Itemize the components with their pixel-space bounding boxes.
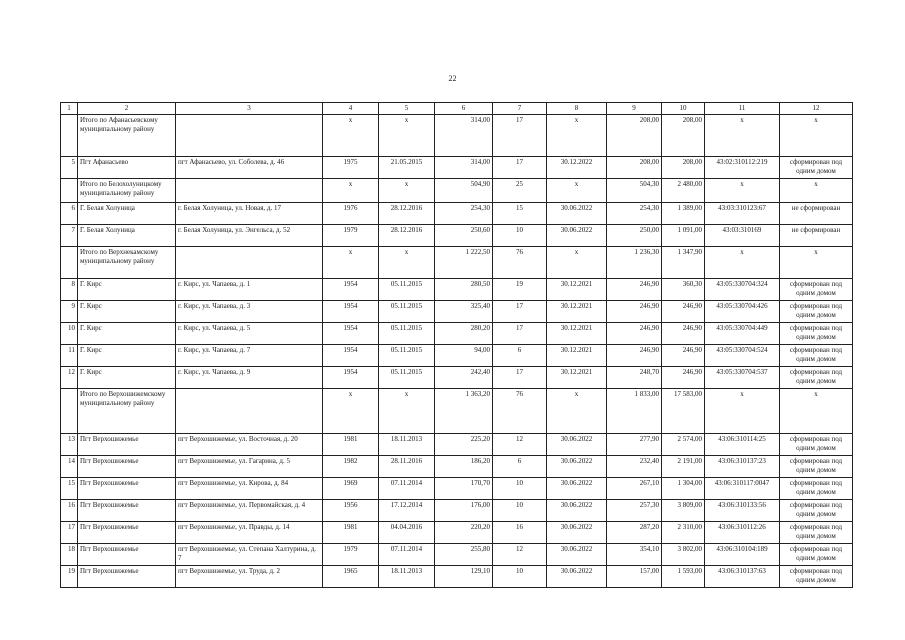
cell-col-4: x bbox=[323, 115, 379, 157]
cell-col-6: 1 363,20 bbox=[435, 389, 493, 434]
cell-col-8: 30.12.2021 bbox=[547, 345, 607, 367]
cell-col-7: 10 bbox=[493, 225, 547, 247]
cell-col-12: x bbox=[780, 115, 853, 157]
cell-col-11: 43:06:310133:56 bbox=[705, 500, 780, 522]
table-row bbox=[61, 345, 853, 367]
cell-col-8: 30.06.2022 bbox=[547, 456, 607, 478]
cell-col-8: 30.12.2021 bbox=[547, 323, 607, 345]
cell-col-3: г. Кирс, ул. Чапаева, д. 5 bbox=[176, 323, 323, 345]
district-total-row bbox=[61, 247, 853, 279]
cell-col-10: 246,90 bbox=[662, 323, 705, 345]
column-header: 1 bbox=[61, 103, 78, 115]
cell-col-6: 94,00 bbox=[435, 345, 493, 367]
cell-col-9: 248,70 bbox=[607, 367, 662, 389]
cell-col-6: 129,10 bbox=[435, 566, 493, 588]
cell-col-7: 16 bbox=[493, 522, 547, 544]
cell-col-6: 220,20 bbox=[435, 522, 493, 544]
cell-col-12: сформирован под одним домом bbox=[780, 367, 853, 389]
cell-col-3 bbox=[176, 179, 323, 203]
cell-col-10: 1 389,00 bbox=[662, 203, 705, 225]
cell-col-11: 43:02:310112:219 bbox=[705, 157, 780, 179]
cell-col-8: x bbox=[547, 247, 607, 279]
cell-col-9: 267,10 bbox=[607, 478, 662, 500]
cell-col-12: сформирован под одним домом bbox=[780, 157, 853, 179]
cell-col-7: 76 bbox=[493, 247, 547, 279]
cell-col-10: 1 091,00 bbox=[662, 225, 705, 247]
cell-col-12: сформирован под одним домом bbox=[780, 522, 853, 544]
cell-col-1: 13 bbox=[61, 434, 78, 456]
cell-col-7: 12 bbox=[493, 544, 547, 566]
cell-col-1: 14 bbox=[61, 456, 78, 478]
cell-col-4: 1965 bbox=[323, 566, 379, 588]
cell-col-12: не сформирован bbox=[780, 225, 853, 247]
column-header: 2 bbox=[78, 103, 176, 115]
cell-col-12: сформирован под одним домом bbox=[780, 434, 853, 456]
cell-col-2: Г. Белая Холуница bbox=[78, 225, 176, 247]
column-header: 6 bbox=[435, 103, 493, 115]
cell-col-1: 16 bbox=[61, 500, 78, 522]
cell-col-6: 170,70 bbox=[435, 478, 493, 500]
cell-col-7: 17 bbox=[493, 323, 547, 345]
column-header: 5 bbox=[379, 103, 435, 115]
table-row bbox=[61, 478, 853, 500]
cell-col-9: 208,00 bbox=[607, 115, 662, 157]
cell-col-5: 18.11.2013 bbox=[379, 566, 435, 588]
cell-col-9: 287,20 bbox=[607, 522, 662, 544]
cell-col-12: сформирован под одним домом bbox=[780, 345, 853, 367]
cell-col-12: сформирован под одним домом bbox=[780, 279, 853, 301]
cell-col-11: 43:03:310169 bbox=[705, 225, 780, 247]
cell-col-2: Г. Белая Холуница bbox=[78, 203, 176, 225]
cell-col-2: Итого по Белохолуницкому муниципальному району bbox=[78, 179, 176, 203]
cell-col-8: 30.06.2022 bbox=[547, 500, 607, 522]
cell-col-10: 360,30 bbox=[662, 279, 705, 301]
cell-col-4: 1954 bbox=[323, 323, 379, 345]
cell-col-6: 314,00 bbox=[435, 157, 493, 179]
cell-col-3: г. Белая Холуница, ул. Энгельса, д. 52 bbox=[176, 225, 323, 247]
cell-col-3 bbox=[176, 389, 323, 434]
cell-col-2: Г. Кирс bbox=[78, 345, 176, 367]
cell-col-10: 246,90 bbox=[662, 301, 705, 323]
cell-col-12: x bbox=[780, 389, 853, 434]
cell-col-5: 04.04.2016 bbox=[379, 522, 435, 544]
cell-col-8: 30.06.2022 bbox=[547, 478, 607, 500]
cell-col-7: 6 bbox=[493, 345, 547, 367]
cell-col-10: 1 304,00 bbox=[662, 478, 705, 500]
cell-col-1: 11 bbox=[61, 345, 78, 367]
cell-col-11: 43:06:310137:63 bbox=[705, 566, 780, 588]
cell-col-9: 354,10 bbox=[607, 544, 662, 566]
cell-col-11: x bbox=[705, 389, 780, 434]
cell-col-9: 246,90 bbox=[607, 323, 662, 345]
cell-col-7: 25 bbox=[493, 179, 547, 203]
cell-col-5: 07.11.2014 bbox=[379, 544, 435, 566]
cell-col-12: сформирован под одним домом bbox=[780, 456, 853, 478]
cell-col-8: 30.06.2022 bbox=[547, 225, 607, 247]
cell-col-5: x bbox=[379, 389, 435, 434]
cell-col-11: x bbox=[705, 179, 780, 203]
cell-col-3 bbox=[176, 115, 323, 157]
cell-col-3: г. Белая Холуница, ул. Новая, д. 17 bbox=[176, 203, 323, 225]
cell-col-5: x bbox=[379, 115, 435, 157]
cell-col-3: пгт Афанасьево, ул. Соболева, д. 46 bbox=[176, 157, 323, 179]
cell-col-5: 28.12.2016 bbox=[379, 225, 435, 247]
cell-col-11: 43:05:330704:537 bbox=[705, 367, 780, 389]
cell-col-5: 05.11.2015 bbox=[379, 367, 435, 389]
cell-col-4: 1982 bbox=[323, 456, 379, 478]
table-row bbox=[61, 434, 853, 456]
cell-col-7: 17 bbox=[493, 301, 547, 323]
cell-col-4: 1954 bbox=[323, 367, 379, 389]
cell-col-4: x bbox=[323, 179, 379, 203]
cell-col-9: 250,00 bbox=[607, 225, 662, 247]
cell-col-3: пгт Верхошижемье, ул. Первомайская, д. 4 bbox=[176, 500, 323, 522]
cell-col-2: Г. Кирс bbox=[78, 323, 176, 345]
cell-col-1: 18 bbox=[61, 544, 78, 566]
cell-col-11: 43:06:310117:0047 bbox=[705, 478, 780, 500]
cell-col-3 bbox=[176, 247, 323, 279]
cell-col-9: 257,30 bbox=[607, 500, 662, 522]
cell-col-7: 19 bbox=[493, 279, 547, 301]
cell-col-11: 43:05:330704:426 bbox=[705, 301, 780, 323]
cell-col-7: 17 bbox=[493, 157, 547, 179]
cell-col-8: 30.06.2022 bbox=[547, 566, 607, 588]
cell-col-4: 1954 bbox=[323, 345, 379, 367]
cell-col-10: 2 574,00 bbox=[662, 434, 705, 456]
cell-col-10: 2 310,00 bbox=[662, 522, 705, 544]
cell-col-11: x bbox=[705, 247, 780, 279]
cell-col-2: Пгт Верхошижемье bbox=[78, 544, 176, 566]
cell-col-2: Пгт Верхошижемье bbox=[78, 566, 176, 588]
cell-col-11: 43:06:310137:23 bbox=[705, 456, 780, 478]
cell-col-3: пгт Верхошижемье, ул. Труда, д. 2 bbox=[176, 566, 323, 588]
cell-col-3: пгт Верхошижемье, ул. Гагарина, д. 5 bbox=[176, 456, 323, 478]
cell-col-9: 246,90 bbox=[607, 279, 662, 301]
cell-col-2: Пгт Верхошижемье bbox=[78, 522, 176, 544]
cell-col-3: пгт Верхошижемье, ул. Кирова, д. 84 bbox=[176, 478, 323, 500]
cell-col-12: сформирован под одним домом bbox=[780, 323, 853, 345]
column-header: 12 bbox=[780, 103, 853, 115]
column-header: 3 bbox=[176, 103, 323, 115]
table-row bbox=[61, 301, 853, 323]
cell-col-7: 17 bbox=[493, 367, 547, 389]
cell-col-6: 280,50 bbox=[435, 279, 493, 301]
cell-col-4: 1954 bbox=[323, 301, 379, 323]
cell-col-1 bbox=[61, 247, 78, 279]
cell-col-7: 17 bbox=[493, 115, 547, 157]
cell-col-8: 30.12.2022 bbox=[547, 157, 607, 179]
cell-col-7: 6 bbox=[493, 456, 547, 478]
column-header: 7 bbox=[493, 103, 547, 115]
cell-col-7: 76 bbox=[493, 389, 547, 434]
cell-col-6: 225,20 bbox=[435, 434, 493, 456]
cell-col-10: 1 593,00 bbox=[662, 566, 705, 588]
cell-col-9: 208,00 bbox=[607, 157, 662, 179]
cell-col-4: 1981 bbox=[323, 522, 379, 544]
table-row bbox=[61, 522, 853, 544]
cell-col-4: 1979 bbox=[323, 225, 379, 247]
cell-col-7: 10 bbox=[493, 478, 547, 500]
cell-col-8: 30.06.2022 bbox=[547, 434, 607, 456]
cell-col-5: 05.11.2015 bbox=[379, 323, 435, 345]
cell-col-8: 30.12.2021 bbox=[547, 367, 607, 389]
cell-col-1: 12 bbox=[61, 367, 78, 389]
column-header: 8 bbox=[547, 103, 607, 115]
cell-col-12: сформирован под одним домом bbox=[780, 478, 853, 500]
cell-col-2: Итого по Верхнекамскому муниципальному району bbox=[78, 247, 176, 279]
cell-col-2: Г. Кирс bbox=[78, 301, 176, 323]
cell-col-6: 186,20 bbox=[435, 456, 493, 478]
cell-col-6: 325,40 bbox=[435, 301, 493, 323]
cell-col-6: 280,20 bbox=[435, 323, 493, 345]
cell-col-9: 254,30 bbox=[607, 203, 662, 225]
cell-col-10: 2 191,00 bbox=[662, 456, 705, 478]
cell-col-6: 1 222,50 bbox=[435, 247, 493, 279]
cell-col-11: 43:05:330704:324 bbox=[705, 279, 780, 301]
cell-col-9: 246,90 bbox=[607, 301, 662, 323]
cell-col-1: 15 bbox=[61, 478, 78, 500]
cell-col-12: сформирован под одним домом bbox=[780, 544, 853, 566]
cell-col-7: 10 bbox=[493, 500, 547, 522]
table-row bbox=[61, 367, 853, 389]
cell-col-8: 30.06.2022 bbox=[547, 203, 607, 225]
cell-col-5: 28.11.2016 bbox=[379, 456, 435, 478]
cell-col-2: Итого по Верхошижемскому муниципальному району bbox=[78, 389, 176, 434]
cell-col-4: 1954 bbox=[323, 279, 379, 301]
cell-col-11: 43:06:310114:25 bbox=[705, 434, 780, 456]
cell-col-12: сформирован под одним домом bbox=[780, 301, 853, 323]
cell-col-6: 254,30 bbox=[435, 203, 493, 225]
cell-col-5: 05.11.2015 bbox=[379, 345, 435, 367]
cell-col-1: 9 bbox=[61, 301, 78, 323]
cell-col-1: 10 bbox=[61, 323, 78, 345]
cell-col-10: 3 802,00 bbox=[662, 544, 705, 566]
cell-col-5: 18.11.2013 bbox=[379, 434, 435, 456]
cell-col-9: 157,00 bbox=[607, 566, 662, 588]
cell-col-5: 17.12.2014 bbox=[379, 500, 435, 522]
cell-col-2: Пгт Верхошижемье bbox=[78, 456, 176, 478]
cell-col-3: пгт Верхошижемье, ул. Степана Халтурина, д. 7 bbox=[176, 544, 323, 566]
cell-col-9: 504,30 bbox=[607, 179, 662, 203]
cell-col-8: 30.06.2022 bbox=[547, 522, 607, 544]
cell-col-7: 15 bbox=[493, 203, 547, 225]
column-header: 4 bbox=[323, 103, 379, 115]
cell-col-10: 3 809,00 bbox=[662, 500, 705, 522]
cell-col-10: 2 480,00 bbox=[662, 179, 705, 203]
cell-col-4: x bbox=[323, 389, 379, 434]
table-row bbox=[61, 203, 853, 225]
cell-col-8: 30.12.2021 bbox=[547, 279, 607, 301]
cell-col-8: 30.06.2022 bbox=[547, 544, 607, 566]
column-header: 11 bbox=[705, 103, 780, 115]
table-row bbox=[61, 500, 853, 522]
district-total-row bbox=[61, 179, 853, 203]
cell-col-5: 05.11.2015 bbox=[379, 279, 435, 301]
cell-col-12: сформирован под одним домом bbox=[780, 500, 853, 522]
cell-col-3: пгт Верхошижемье, ул. Восточная, д. 20 bbox=[176, 434, 323, 456]
cell-col-3: г. Кирс, ул. Чапаева, д. 3 bbox=[176, 301, 323, 323]
table-row bbox=[61, 456, 853, 478]
cell-col-1: 17 bbox=[61, 522, 78, 544]
cell-col-1 bbox=[61, 389, 78, 434]
cell-col-2: Г. Кирс bbox=[78, 279, 176, 301]
cell-col-2: Пгт Верхошижемье bbox=[78, 478, 176, 500]
cell-col-4: 1956 bbox=[323, 500, 379, 522]
table-row bbox=[61, 544, 853, 566]
cell-col-9: 232,40 bbox=[607, 456, 662, 478]
cell-col-5: x bbox=[379, 179, 435, 203]
housing-register-table bbox=[60, 102, 853, 588]
cell-col-7: 10 bbox=[493, 566, 547, 588]
cell-col-2: Пгт Верхошижемье bbox=[78, 434, 176, 456]
cell-col-9: 1 833,00 bbox=[607, 389, 662, 434]
column-header: 10 bbox=[662, 103, 705, 115]
cell-col-5: 05.11.2015 bbox=[379, 301, 435, 323]
cell-col-1: 5 bbox=[61, 157, 78, 179]
header-row bbox=[61, 103, 853, 115]
cell-col-3: г. Кирс, ул. Чапаева, д. 1 bbox=[176, 279, 323, 301]
table-row bbox=[61, 323, 853, 345]
cell-col-2: Пгт Афанасьево bbox=[78, 157, 176, 179]
cell-col-2: Пгт Верхошижемье bbox=[78, 500, 176, 522]
district-total-row bbox=[61, 115, 853, 157]
cell-col-10: 208,00 bbox=[662, 157, 705, 179]
table-row bbox=[61, 157, 853, 179]
cell-col-10: 246,90 bbox=[662, 345, 705, 367]
table-row bbox=[61, 225, 853, 247]
cell-col-11: 43:05:330704:449 bbox=[705, 323, 780, 345]
cell-col-11: 43:06:310112:26 bbox=[705, 522, 780, 544]
cell-col-8: x bbox=[547, 389, 607, 434]
cell-col-10: 1 347,90 bbox=[662, 247, 705, 279]
cell-col-5: 07.11.2014 bbox=[379, 478, 435, 500]
cell-col-10: 17 583,00 bbox=[662, 389, 705, 434]
cell-col-1: 7 bbox=[61, 225, 78, 247]
cell-col-5: 28.12.2016 bbox=[379, 203, 435, 225]
cell-col-6: 314,00 bbox=[435, 115, 493, 157]
cell-col-4: 1975 bbox=[323, 157, 379, 179]
cell-col-11: 43:05:330704:524 bbox=[705, 345, 780, 367]
district-total-row bbox=[61, 389, 853, 434]
cell-col-12: не сформирован bbox=[780, 203, 853, 225]
cell-col-4: x bbox=[323, 247, 379, 279]
cell-col-7: 12 bbox=[493, 434, 547, 456]
cell-col-4: 1979 bbox=[323, 544, 379, 566]
cell-col-8: 30.12.2021 bbox=[547, 301, 607, 323]
table-row bbox=[61, 566, 853, 588]
cell-col-10: 246,90 bbox=[662, 367, 705, 389]
cell-col-2: Итого по Афанасьевскому муниципальному району bbox=[78, 115, 176, 157]
cell-col-1 bbox=[61, 115, 78, 157]
cell-col-11: 43:03:310123:67 bbox=[705, 203, 780, 225]
cell-col-11: x bbox=[705, 115, 780, 157]
cell-col-9: 246,90 bbox=[607, 345, 662, 367]
cell-col-1 bbox=[61, 179, 78, 203]
cell-col-8: x bbox=[547, 115, 607, 157]
cell-col-10: 208,00 bbox=[662, 115, 705, 157]
table-row bbox=[61, 279, 853, 301]
cell-col-6: 504,90 bbox=[435, 179, 493, 203]
cell-col-6: 242,40 bbox=[435, 367, 493, 389]
cell-col-8: x bbox=[547, 179, 607, 203]
column-header: 9 bbox=[607, 103, 662, 115]
cell-col-6: 255,80 bbox=[435, 544, 493, 566]
page-number: 22 bbox=[448, 74, 457, 83]
cell-col-3: г. Кирс, ул. Чапаева, д. 9 bbox=[176, 367, 323, 389]
cell-col-3: г. Кирс, ул. Чапаева, д. 7 bbox=[176, 345, 323, 367]
cell-col-9: 1 236,30 bbox=[607, 247, 662, 279]
cell-col-1: 8 bbox=[61, 279, 78, 301]
cell-col-3: пгт Верхошижемье, ул. Правды, д. 14 bbox=[176, 522, 323, 544]
cell-col-4: 1976 bbox=[323, 203, 379, 225]
cell-col-12: x bbox=[780, 247, 853, 279]
cell-col-5: x bbox=[379, 247, 435, 279]
cell-col-4: 1981 bbox=[323, 434, 379, 456]
cell-col-5: 21.05.2015 bbox=[379, 157, 435, 179]
cell-col-2: Г. Кирс bbox=[78, 367, 176, 389]
cell-col-6: 176,00 bbox=[435, 500, 493, 522]
cell-col-9: 277,90 bbox=[607, 434, 662, 456]
cell-col-12: сформирован под одним домом bbox=[780, 566, 853, 588]
cell-col-11: 43:06:310104:189 bbox=[705, 544, 780, 566]
cell-col-1: 19 bbox=[61, 566, 78, 588]
cell-col-4: 1969 bbox=[323, 478, 379, 500]
cell-col-12: x bbox=[780, 179, 853, 203]
cell-col-6: 250,60 bbox=[435, 225, 493, 247]
cell-col-1: 6 bbox=[61, 203, 78, 225]
